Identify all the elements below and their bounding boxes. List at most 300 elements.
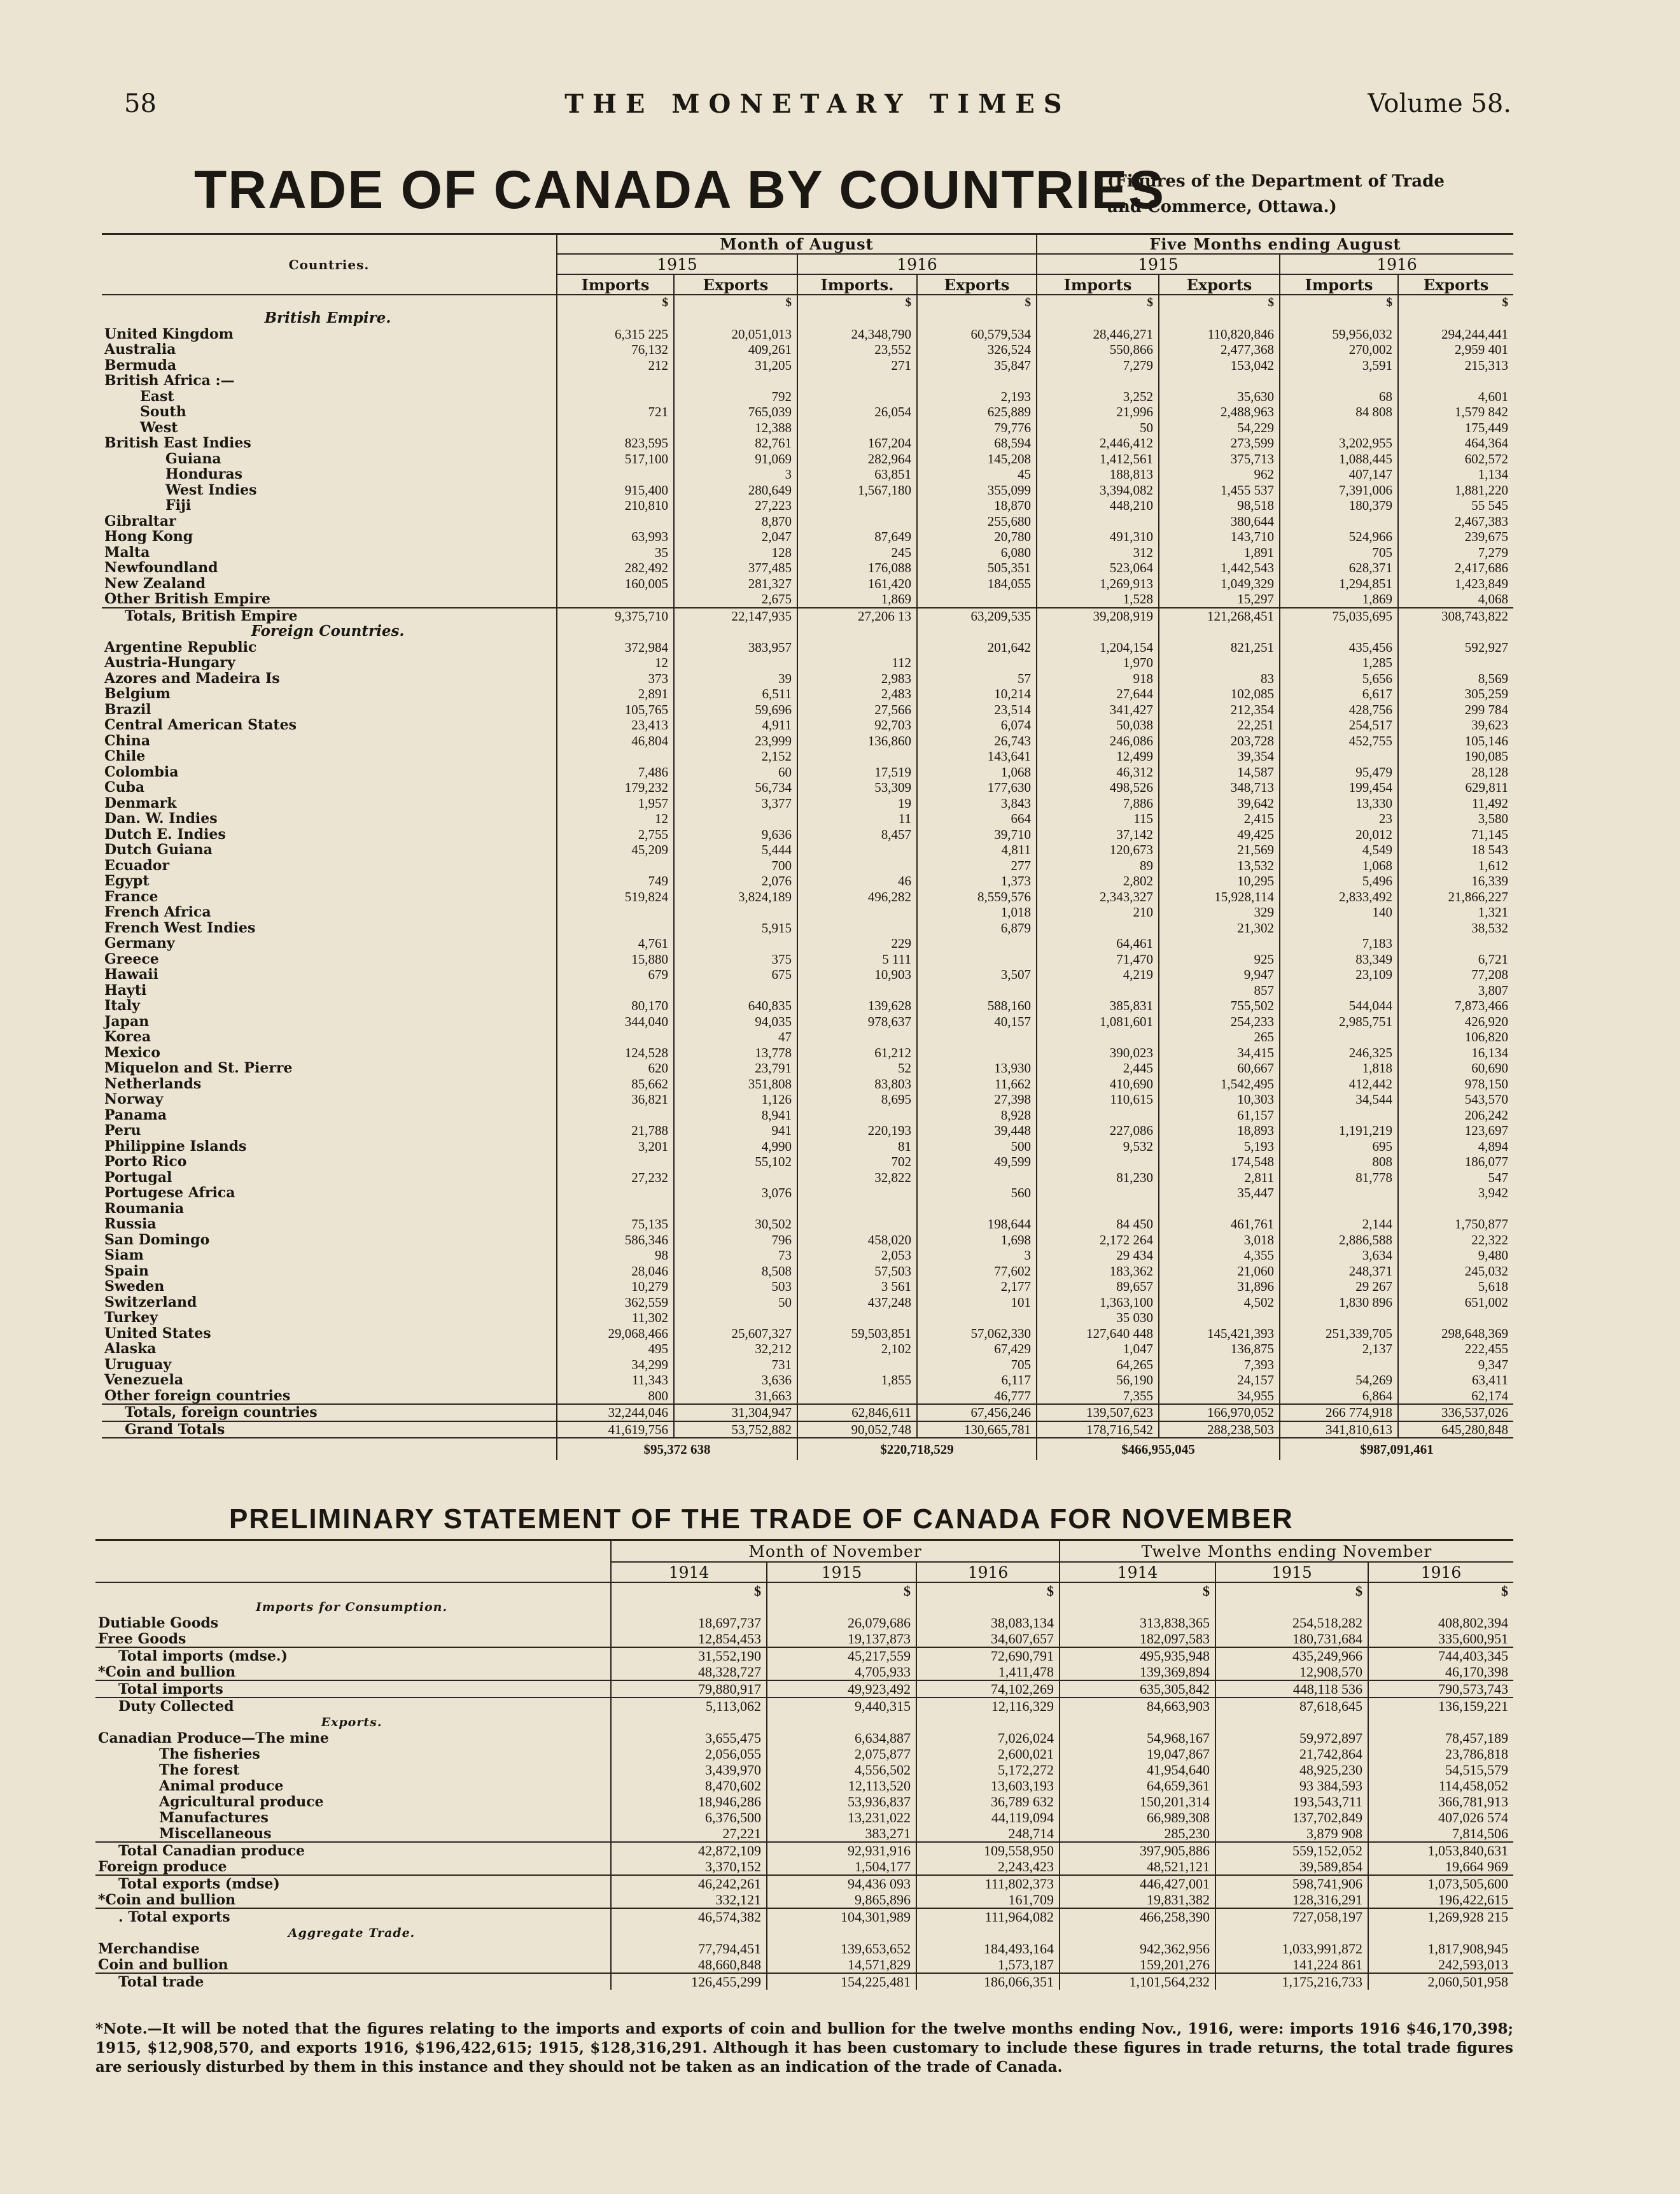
value-cell: 8,569	[1398, 671, 1513, 687]
value-cell	[557, 904, 674, 920]
value-cell: 6,617	[1280, 686, 1398, 702]
value-cell	[1037, 920, 1159, 936]
unit-cell: $	[557, 295, 674, 311]
value-cell	[797, 1357, 917, 1373]
value-cell: 84 808	[1280, 404, 1398, 420]
row-label: Norway	[104, 1092, 164, 1108]
value-cell: 2,047	[674, 529, 797, 545]
value-cell: 68	[1280, 389, 1398, 405]
value-cell: 23,552	[797, 342, 917, 358]
value-cell: 270,002	[1280, 342, 1398, 358]
year-header: 1915	[1215, 1562, 1368, 1582]
grand-total-cell: 288,238,503	[1159, 1421, 1280, 1438]
value-cell	[611, 1599, 767, 1615]
value-cell: 962	[1159, 467, 1280, 482]
value-cell: 46,804	[557, 733, 674, 749]
value-cell: 271	[797, 358, 917, 374]
value-cell: 313,838,365	[1060, 1615, 1215, 1631]
table-row	[102, 1029, 1513, 1045]
value-cell	[557, 858, 674, 874]
value-cell: 4,601	[1398, 389, 1513, 405]
value-cell: 23,109	[1280, 967, 1398, 983]
article-title: TRADE OF CANADA BY COUNTRIES	[194, 160, 1166, 220]
value-cell: 2,177	[917, 1279, 1037, 1295]
value-cell: 1,068	[1280, 858, 1398, 874]
value-cell	[797, 624, 917, 640]
unit-cell: $	[1280, 295, 1398, 311]
row-label: Foreign Countries.	[251, 624, 405, 640]
value-cell: 7,183	[1280, 936, 1398, 952]
value-cell: 15,297	[1159, 591, 1280, 608]
value-cell: 34,955	[1159, 1388, 1280, 1405]
value-cell: 206,242	[1398, 1108, 1513, 1123]
table-row	[102, 920, 1513, 936]
value-cell: 154,225,481	[767, 1973, 916, 1990]
value-cell: 12,113,520	[767, 1778, 916, 1794]
value-cell: 127,640 448	[1037, 1326, 1159, 1342]
value-cell: 59,696	[674, 702, 797, 718]
value-cell	[557, 420, 674, 436]
value-cell	[557, 749, 674, 764]
running-header	[124, 89, 1511, 127]
value-cell: 3,377	[674, 796, 797, 812]
row-label: Brazil	[104, 701, 151, 717]
value-cell: 98	[557, 1248, 674, 1263]
value-cell: 92,931,916	[767, 1842, 916, 1859]
value-cell: 35 030	[1037, 1310, 1159, 1326]
value-cell: 8,559,576	[917, 889, 1037, 905]
value-cell: 496,282	[797, 889, 917, 905]
value-cell: 4,068	[1398, 591, 1513, 608]
table-row	[102, 373, 1513, 389]
value-cell: 84,663,903	[1060, 1698, 1215, 1714]
value-cell: 27,566	[797, 702, 917, 718]
unit-cell: $	[767, 1582, 916, 1599]
value-cell: 227,086	[1037, 1123, 1159, 1139]
grand-totals-row	[102, 1421, 1513, 1438]
value-cell: 731	[674, 1357, 797, 1373]
value-cell: 10,279	[557, 1279, 674, 1295]
value-cell: 46,777	[917, 1388, 1037, 1405]
table-row	[102, 482, 1513, 498]
value-cell: 128	[674, 545, 797, 561]
row-label: Siam	[104, 1248, 144, 1263]
value-cell	[917, 624, 1037, 640]
value-cell: 1,542,495	[1159, 1076, 1280, 1092]
value-cell: 49,923,492	[767, 1680, 916, 1698]
row-label: China	[104, 733, 151, 749]
value-cell: 145,421,393	[1159, 1326, 1280, 1342]
value-cell: 18 543	[1398, 842, 1513, 858]
value-cell: 10,303	[1159, 1092, 1280, 1108]
value-cell: 2,172 264	[1037, 1232, 1159, 1248]
value-cell: 27,644	[1037, 686, 1159, 702]
value-cell: 721	[557, 404, 674, 420]
row-label: Total imports (mdse.)	[95, 1647, 611, 1664]
value-cell: 265	[1159, 1029, 1280, 1045]
value-cell: 176,088	[797, 560, 917, 576]
month-of-november-header: Month of November	[611, 1540, 1060, 1563]
value-cell: 2,483	[797, 686, 917, 702]
row-label: Russia	[104, 1216, 157, 1232]
value-cell: 36,821	[557, 1092, 674, 1108]
value-cell: 749	[557, 873, 674, 889]
value-cell: 179,232	[557, 780, 674, 796]
row-label: Belgium	[104, 686, 171, 702]
table-row	[102, 1357, 1513, 1373]
row-label: Panama	[104, 1107, 167, 1123]
value-cell	[674, 1310, 797, 1326]
section-row	[95, 1599, 1513, 1615]
row-label: Fiji	[165, 498, 192, 514]
value-cell: 978,150	[1398, 1076, 1513, 1092]
value-cell: 503	[674, 1279, 797, 1295]
value-cell: 64,265	[1037, 1357, 1159, 1373]
value-cell	[611, 1925, 767, 1941]
row-label: Hawaii	[104, 967, 158, 983]
value-cell: 54,229	[1159, 420, 1280, 436]
value-cell: 7,886	[1037, 796, 1159, 812]
value-cell: 592,927	[1398, 640, 1513, 656]
value-cell: 491,310	[1037, 529, 1159, 545]
value-cell: 71,470	[1037, 952, 1159, 967]
value-cell: 115	[1037, 811, 1159, 827]
value-cell: 23,514	[917, 702, 1037, 718]
value-cell: 201,642	[917, 640, 1037, 656]
value-cell	[1037, 373, 1159, 389]
value-cell: 220,193	[797, 1123, 917, 1139]
row-label: Aggregate Trade.	[288, 1925, 416, 1940]
value-cell: 167,204	[797, 435, 917, 451]
value-cell: 28,046	[557, 1263, 674, 1279]
value-cell: 4,502	[1159, 1295, 1280, 1311]
table-row	[102, 1170, 1513, 1186]
value-cell: 19	[797, 796, 917, 812]
value-cell: 39	[674, 671, 797, 687]
value-cell: 94,035	[674, 1014, 797, 1030]
value-cell	[917, 936, 1037, 952]
blank-header	[95, 1540, 611, 1583]
table-row	[102, 702, 1513, 718]
table-row	[102, 936, 1513, 952]
table-row	[102, 467, 1513, 482]
value-cell	[557, 514, 674, 530]
value-cell: 21,742,864	[1215, 1746, 1368, 1762]
value-cell: 222,455	[1398, 1341, 1513, 1357]
value-cell: 31,663	[674, 1388, 797, 1405]
value-cell	[917, 311, 1037, 327]
value-cell	[1159, 1310, 1280, 1326]
value-cell: 198,644	[917, 1216, 1037, 1232]
value-cell: 128,316,291	[1215, 1892, 1368, 1908]
value-cell: 2,144	[1280, 1216, 1398, 1232]
row-label: United States	[104, 1325, 211, 1341]
value-cell: 77,208	[1398, 967, 1513, 983]
value-cell: 83,349	[1280, 952, 1398, 967]
row-label: Netherlands	[104, 1076, 202, 1092]
value-cell: 586,346	[557, 1232, 674, 1248]
row-label: Germany	[104, 936, 175, 952]
value-cell: 143,641	[917, 749, 1037, 764]
year-header: 1916	[797, 254, 1037, 274]
value-cell: 918	[1037, 671, 1159, 687]
volume-label: Volume 58.	[1368, 89, 1511, 118]
value-cell: 53,936,837	[767, 1794, 916, 1810]
value-cell: 60	[674, 764, 797, 780]
value-cell: 13,778	[674, 1045, 797, 1061]
value-cell	[1398, 1201, 1513, 1217]
value-cell	[1037, 983, 1159, 999]
value-cell: 3,636	[674, 1372, 797, 1388]
value-cell: 102,085	[1159, 686, 1280, 702]
value-cell	[557, 1201, 674, 1217]
value-cell: 3,807	[1398, 983, 1513, 999]
value-cell	[674, 655, 797, 671]
value-cell: 9,347	[1398, 1357, 1513, 1373]
value-cell: 177,630	[917, 780, 1037, 796]
value-cell: 92,703	[797, 717, 917, 733]
value-cell: 4,556,502	[767, 1762, 916, 1778]
value-cell: 18,946,286	[611, 1794, 767, 1810]
value-cell	[1280, 1310, 1398, 1326]
value-cell: 1,068	[917, 764, 1037, 780]
value-cell: 8,508	[674, 1263, 797, 1279]
value-cell: 1,269,913	[1037, 576, 1159, 592]
row-label: Japan	[104, 1013, 150, 1029]
value-cell: 2,193	[917, 389, 1037, 405]
value-cell: 942,362,956	[1060, 1941, 1215, 1957]
value-cell: 87,649	[797, 529, 917, 545]
value-cell	[1280, 1185, 1398, 1201]
value-cell: 160,005	[557, 576, 674, 592]
value-cell: 3,942	[1398, 1185, 1513, 1201]
row-label: Exports.	[321, 1715, 382, 1729]
value-cell	[674, 1170, 797, 1186]
value-cell: 5,444	[674, 842, 797, 858]
value-cell: 79,880,917	[611, 1680, 767, 1698]
value-cell: 6,634,887	[767, 1730, 916, 1746]
value-cell	[797, 514, 917, 530]
value-cell: 282,492	[557, 560, 674, 576]
preliminary-statement-title: PRELIMINARY STATEMENT OF THE TRADE OF CANADA FOR NOVEMBER	[229, 1503, 1294, 1535]
value-cell	[1280, 373, 1398, 389]
value-cell: 1,579 842	[1398, 404, 1513, 420]
value-cell: 675	[674, 967, 797, 983]
value-cell: 27,232	[557, 1170, 674, 1186]
value-cell: 1,567,180	[797, 482, 917, 498]
value-cell	[674, 311, 797, 327]
value-cell: 7,393	[1159, 1357, 1280, 1373]
value-cell: 559,152,052	[1215, 1842, 1368, 1859]
value-cell: 915,400	[557, 482, 674, 498]
value-cell: 5,496	[1280, 873, 1398, 889]
value-cell	[797, 1108, 917, 1123]
table-row	[102, 640, 1513, 656]
value-cell	[557, 373, 674, 389]
value-cell: 1,504,177	[767, 1859, 916, 1875]
row-label: Coin and bullion	[98, 1957, 228, 1973]
value-cell: 755,502	[1159, 998, 1280, 1014]
row-label: Central American States	[104, 717, 297, 733]
value-cell: 2,152	[674, 749, 797, 764]
value-cell: 1,285	[1280, 655, 1398, 671]
value-cell: 282,964	[797, 451, 917, 467]
value-cell: 54,269	[1280, 1372, 1398, 1388]
value-cell: 5,172,272	[916, 1762, 1060, 1778]
value-cell	[1159, 373, 1280, 389]
row-label: Dutch E. Indies	[104, 826, 226, 842]
value-cell: 598,741,906	[1215, 1875, 1368, 1892]
row-label: Portugese Africa	[104, 1185, 235, 1201]
row-label: Turkey	[104, 1310, 158, 1326]
value-cell: 254,518,282	[1215, 1615, 1368, 1631]
value-cell: 2,417,686	[1398, 560, 1513, 576]
value-cell: 9,865,896	[767, 1892, 916, 1908]
table-row	[95, 1778, 1513, 1794]
row-label: United Kingdom	[104, 326, 234, 342]
column-header: Exports	[1159, 274, 1280, 295]
value-cell: 212	[557, 358, 674, 374]
value-cell: 1,957	[557, 796, 674, 812]
value-cell: 89	[1037, 858, 1159, 874]
value-cell: 21,569	[1159, 842, 1280, 858]
value-cell	[557, 983, 674, 999]
value-cell	[557, 311, 674, 327]
value-cell: 823,595	[557, 435, 674, 451]
value-cell: 246,325	[1280, 1045, 1398, 1061]
value-cell: 298,648,369	[1398, 1326, 1513, 1342]
table-row	[102, 998, 1513, 1014]
value-cell: 2,243,423	[916, 1859, 1060, 1875]
value-cell: 63,851	[797, 467, 917, 482]
value-cell	[797, 1310, 917, 1326]
value-cell	[797, 842, 917, 858]
value-cell: 41,954,640	[1060, 1762, 1215, 1778]
value-cell: 49,425	[1159, 827, 1280, 843]
value-cell: 20,012	[1280, 827, 1398, 843]
value-cell: 373	[557, 671, 674, 687]
table-row	[102, 576, 1513, 592]
unit-cell: $	[1060, 1582, 1215, 1599]
row-label: Chile	[104, 749, 146, 764]
value-cell	[557, 1029, 674, 1045]
value-cell: 35,847	[917, 358, 1037, 374]
table-row	[95, 1762, 1513, 1778]
value-cell: 93 384,593	[1215, 1778, 1368, 1794]
value-cell: 12,116,329	[916, 1698, 1060, 1714]
value-cell: 1,081,601	[1037, 1014, 1159, 1030]
value-cell: 380,644	[1159, 514, 1280, 530]
value-cell: 16,134	[1398, 1045, 1513, 1061]
value-cell: 11,343	[557, 1372, 674, 1388]
total-row	[95, 1875, 1513, 1892]
value-cell	[1398, 1310, 1513, 1326]
value-cell: 139,507,623	[1037, 1404, 1159, 1421]
value-cell: 39,710	[917, 827, 1037, 843]
value-cell: 341,427	[1037, 702, 1159, 718]
year-header: 1914	[611, 1562, 767, 1582]
value-cell: 136,159,221	[1368, 1698, 1513, 1714]
value-cell: 50,038	[1037, 717, 1159, 733]
value-cell	[674, 904, 797, 920]
value-cell: 94,436 093	[767, 1875, 916, 1892]
value-cell: 925	[1159, 952, 1280, 967]
value-cell: 27,221	[611, 1825, 767, 1842]
value-cell: 2,755	[557, 827, 674, 843]
row-label: Honduras	[165, 467, 243, 482]
table-row	[95, 1794, 1513, 1810]
value-cell: 64,659,361	[1060, 1778, 1215, 1794]
value-cell: 81,230	[1037, 1170, 1159, 1186]
year-header: 1914	[1060, 1562, 1215, 1582]
value-cell: 39,642	[1159, 796, 1280, 812]
value-cell: 498,526	[1037, 780, 1159, 796]
value-cell	[1060, 1925, 1215, 1941]
table-row	[102, 1341, 1513, 1357]
value-cell: 385,831	[1037, 998, 1159, 1014]
value-cell: 31,552,190	[611, 1647, 767, 1664]
november-trade-table	[95, 1539, 1513, 1990]
row-label: Sweden	[104, 1279, 165, 1295]
value-cell: 351,808	[674, 1076, 797, 1092]
value-cell	[917, 952, 1037, 967]
value-cell: 60,667	[1159, 1060, 1280, 1076]
table-row	[102, 358, 1513, 374]
unit-cell: $	[1368, 1582, 1513, 1599]
value-cell: 23,786,818	[1368, 1746, 1513, 1762]
value-cell: 13,532	[1159, 858, 1280, 874]
value-cell: 435,456	[1280, 640, 1398, 656]
value-cell	[767, 1925, 916, 1941]
combined-total-cell: $466,955,045	[1037, 1438, 1280, 1460]
year-header: 1916	[1280, 254, 1513, 274]
grand-total-cell: 41,619,756	[557, 1421, 674, 1438]
value-cell	[767, 1599, 916, 1615]
row-label: Alaska	[104, 1341, 157, 1357]
value-cell: 26,743	[917, 733, 1037, 749]
value-cell: 254,517	[1280, 717, 1398, 733]
value-cell: 59,503,851	[797, 1326, 917, 1342]
page-number: 58	[124, 89, 157, 118]
table-row	[102, 764, 1513, 780]
table-row	[102, 796, 1513, 812]
table-row	[95, 1664, 1513, 1680]
table-row	[102, 1139, 1513, 1155]
value-cell: 3,252	[1037, 389, 1159, 405]
value-cell: 109,558,950	[916, 1842, 1060, 1859]
value-cell: 18,893	[1159, 1123, 1280, 1139]
value-cell: 1,869	[797, 591, 917, 608]
value-cell: 123,697	[1398, 1123, 1513, 1139]
value-cell: 21,866,227	[1398, 889, 1513, 905]
value-cell: 3,439,970	[611, 1762, 767, 1778]
table-row	[102, 1263, 1513, 1279]
value-cell: 1,869	[1280, 591, 1398, 608]
value-cell	[917, 1045, 1037, 1061]
value-cell: 3,655,475	[611, 1730, 767, 1746]
table-row	[95, 1730, 1513, 1746]
value-cell: 77,794,451	[611, 1941, 767, 1957]
value-cell	[1215, 1714, 1368, 1730]
value-cell: 792	[674, 389, 797, 405]
table-row	[102, 591, 1513, 608]
row-label: Porto Rico	[104, 1154, 187, 1170]
footnote: *Note.—It will be noted that the figures relating to the imports and exports of coin and bullion for the twelve months ending Nov., 1916, were: imports 1916 $46,170,398; 1915, $12,908,570, and exports 1916, $196,422,615; 1915, $128,316,291. Although it has been customary to include these figures in trade returns, the total trade figures are seriously disturbed by them in this instance and they should not be taken as an indication of the trade of Canada.	[95, 2020, 1513, 2076]
value-cell: 2,477,368	[1159, 342, 1280, 358]
value-cell: 21,788	[557, 1123, 674, 1139]
value-cell: 640,835	[674, 998, 797, 1014]
value-cell: 3,394,082	[1037, 482, 1159, 498]
